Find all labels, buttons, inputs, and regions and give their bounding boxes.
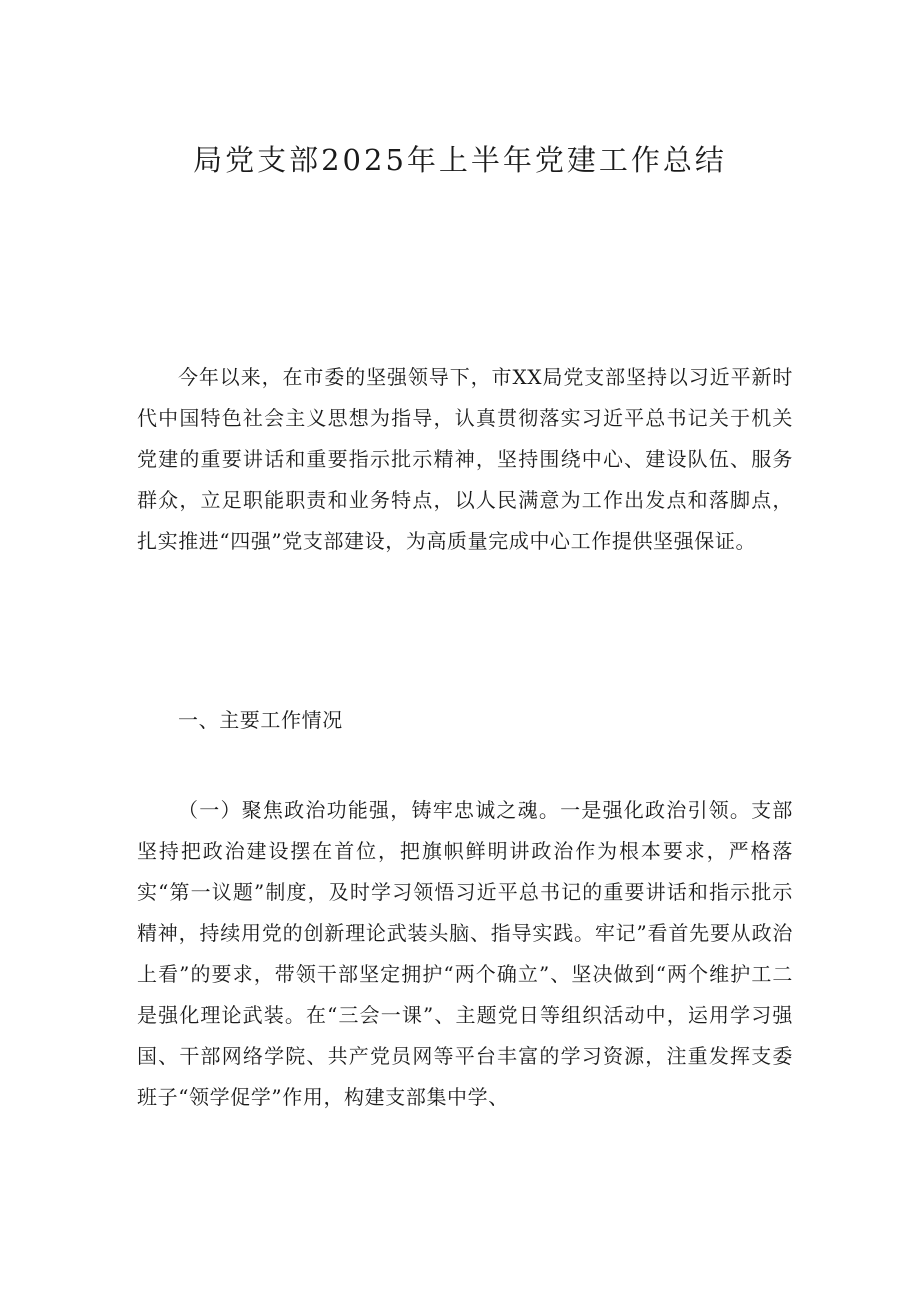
intro-paragraph: 今年以来，在市委的坚强领导下，市XX局党支部坚持以习近平新时代中国特色社会主义思想为指导，认真贯彻落实习近平总书记关于机关党建的重要讲话和重要指示批示精神，坚持围绕中心、建设队伍、服务群众，立足职能职责和业务特点，以人民满意为工作出发点和落脚点，扎实推进“四强”党支部建设，为高质量完成中心工作提供坚强保证。 xyxy=(137,365,793,553)
section-paragraph: （一）聚焦政治功能强，铸牢忠诚之魂。一是强化政治引领。支部坚持把政治建设摆在首位，把旗帜鲜明讲政治作为根本要求，严格落实“第一议题”制度，及时学习领悟习近平总书记的重要讲话和指示批示精神，持续用党的创新理论武装头脑、指导实践。牢记”看首先要从政治上看”的要求，带领干部坚定拥护“两个确立”、坚决做到“两个维护工二是强化理论武装。在“三会一课”、主题党日等组织活动中，运用学习强国、干部网络学院、共产党员网等平台丰富的学习资源，注重发挥支委班子“领学促学”作用，构建支部集中学、 xyxy=(137,798,793,1109)
document-title: 局党支部2025年上半年党建工作总结 xyxy=(193,143,727,177)
section-heading: 一、主要工作情况 xyxy=(178,708,343,732)
